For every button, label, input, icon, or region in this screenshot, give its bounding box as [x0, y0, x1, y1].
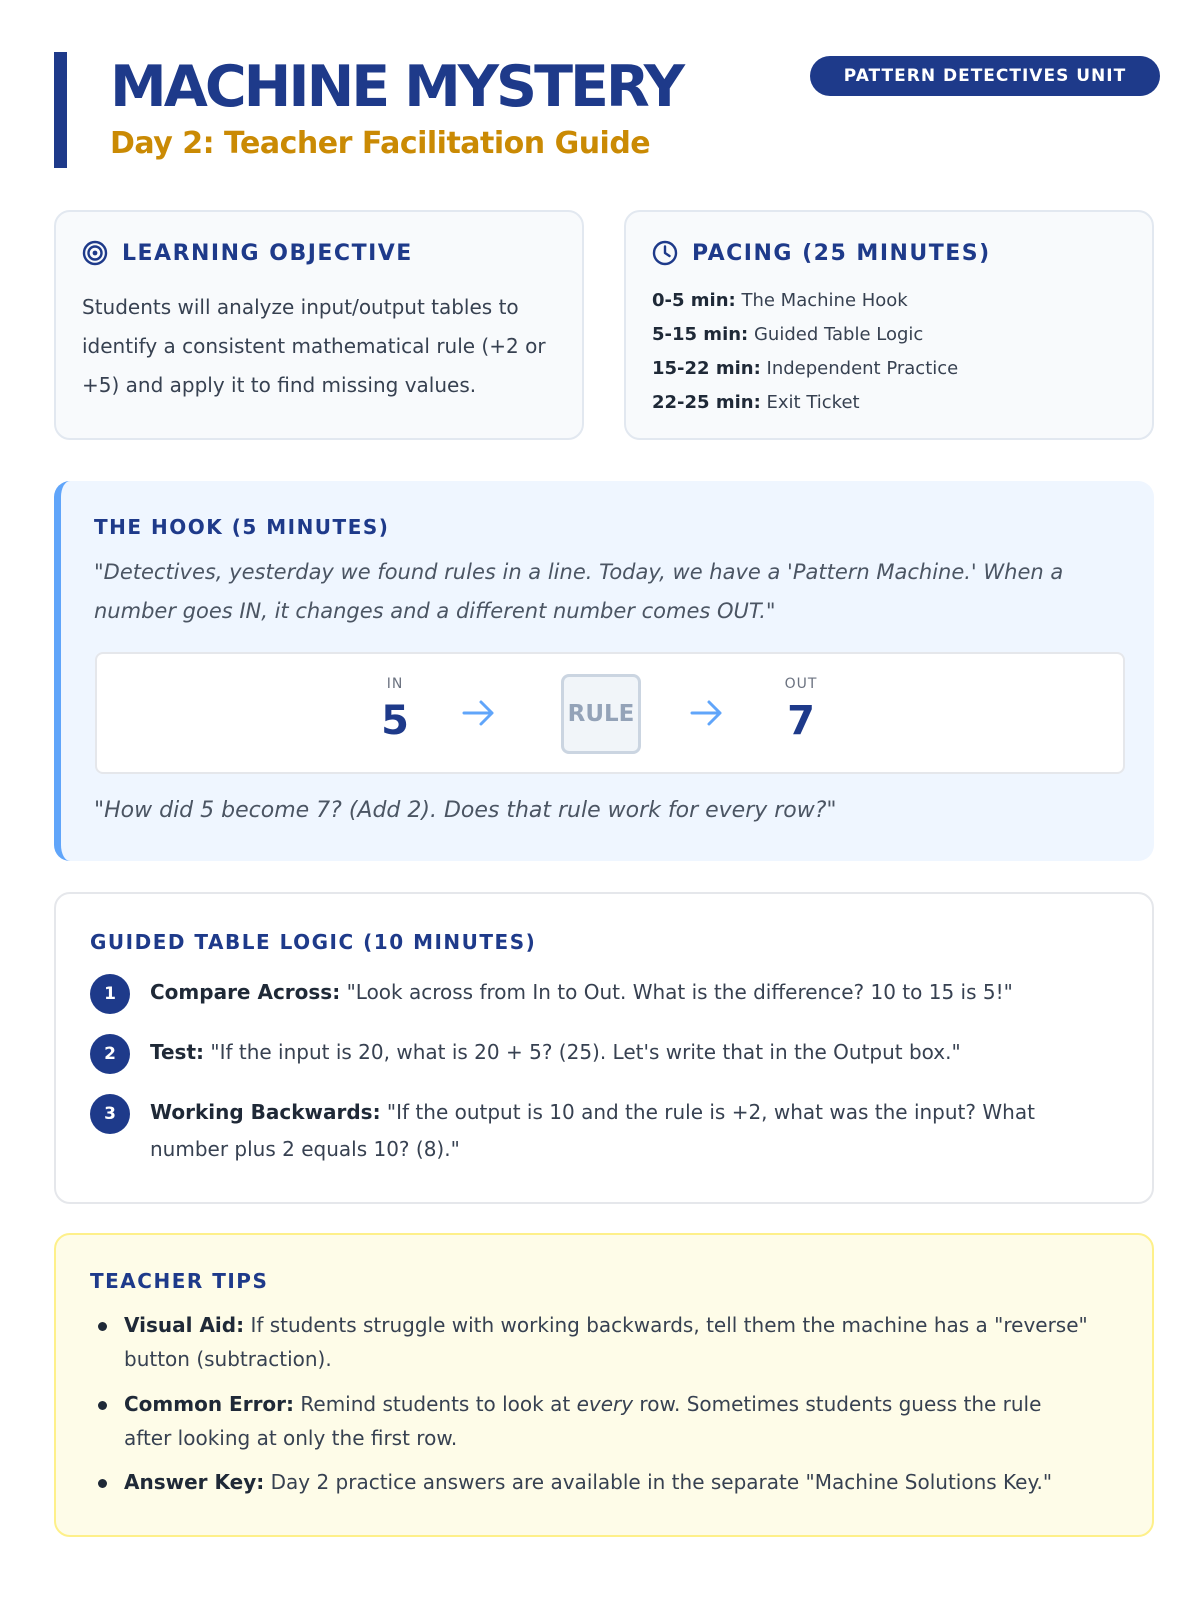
page-subtitle: Day 2: Teacher Facilitation Guide: [110, 126, 651, 161]
pacing-time: 15-22 min:: [652, 358, 761, 379]
step-text: [150, 974, 1065, 1011]
step-text: [150, 1034, 1065, 1071]
bullet-icon: [98, 1401, 107, 1410]
step-number: 1: [90, 974, 130, 1014]
pacing-time: 22-25 min:: [652, 392, 761, 413]
header: [54, 52, 1154, 168]
step-body: "If the output is 10 and the rule is +2, what was the input? What number plus 2 equals 10? (8).": [150, 1100, 1035, 1161]
machine-out-value: 7: [787, 698, 815, 744]
pacing-list: [652, 284, 1132, 420]
arrow-right-icon: [689, 698, 725, 728]
pacing-item: [652, 284, 1132, 318]
tip-body: row. Sometimes students guess the rule after looking at only the first row.: [124, 1392, 1042, 1450]
pacing-time: 5-15 min:: [652, 324, 749, 345]
pacing-item: [652, 352, 1132, 386]
pacing-activity: The Machine Hook: [741, 290, 908, 311]
pacing-activity: Independent Practice: [766, 358, 959, 379]
step-label: Working Backwards:: [150, 1100, 381, 1124]
arrow-right-icon: [461, 698, 497, 728]
tip-label: Visual Aid:: [124, 1313, 245, 1337]
machine-in-label: IN: [386, 676, 404, 692]
pacing-activity: Guided Table Logic: [753, 324, 924, 345]
target-icon: [82, 240, 108, 266]
objective-card: [54, 210, 584, 440]
tip-text: [124, 1387, 1094, 1455]
tip-body: Remind students to look at: [294, 1392, 577, 1416]
pacing-item: [652, 318, 1132, 352]
guided-logic-card: [54, 892, 1154, 1204]
pacing-title: PACING (25 MINUTES): [692, 240, 991, 266]
objective-header: [82, 240, 413, 266]
tip-body: Day 2 practice answers are available in the separate "Machine Solutions Key.": [264, 1470, 1053, 1494]
tip-label: Answer Key:: [124, 1470, 265, 1494]
pacing-item: [652, 386, 1132, 420]
pattern-machine: [95, 652, 1125, 774]
objective-text: Students will analyze input/output tables to identify a consistent mathematical rule (+2 or +5) and apply it to find missing values.: [82, 295, 546, 397]
step-body: "Look across from In to Out. What is the difference? 10 to 15 is 5!": [340, 980, 1013, 1004]
machine-rule-box: RULE: [561, 674, 641, 754]
pacing-time: 0-5 min:: [652, 290, 736, 311]
step-body: "If the input is 20, what is 20 + 5? (25). Let's write that in the Output box.": [204, 1040, 961, 1064]
machine-in-value: 5: [381, 698, 409, 744]
objective-title: LEARNING OBJECTIVE: [122, 240, 413, 266]
machine-out-label: OUT: [784, 676, 818, 692]
hook-title: THE HOOK (5 MINUTES): [94, 515, 390, 539]
hook-card: [54, 481, 1154, 861]
step-number: 3: [90, 1094, 130, 1134]
tip-label: Common Error:: [124, 1392, 295, 1416]
teacher-tips-card: [54, 1233, 1154, 1537]
tip-body: If students struggle with working backwards, tell them the machine has a "reverse" button (subtraction).: [124, 1313, 1088, 1371]
tip-text: [124, 1465, 1094, 1499]
pacing-card: [624, 210, 1154, 440]
tip-text: [124, 1308, 1094, 1376]
step-label: Compare Across:: [150, 980, 341, 1004]
step-text: [150, 1094, 1065, 1168]
hook-quote: "Detectives, yesterday we found rules in a line. Today, we have a 'Pattern Machine.' When a number goes IN, it changes and a different number comes OUT.": [94, 560, 1064, 623]
bullet-icon: [98, 1322, 107, 1331]
header-accent-bar: [54, 52, 67, 168]
guided-title: GUIDED TABLE LOGIC (10 MINUTES): [90, 930, 537, 954]
page-title: MACHINE MYSTERY: [110, 54, 682, 120]
bullet-icon: [98, 1479, 107, 1488]
step-number: 2: [90, 1034, 130, 1074]
pacing-activity: Exit Ticket: [766, 392, 860, 413]
hook-question: "How did 5 become 7? (Add 2). Does that rule work for every row?": [94, 798, 837, 823]
unit-badge: PATTERN DETECTIVES UNIT: [810, 56, 1160, 96]
clock-icon: [652, 240, 678, 266]
pacing-header: [652, 240, 991, 266]
tip-emphasis: every: [576, 1392, 634, 1416]
step-label: Test:: [150, 1040, 205, 1064]
tips-title: TEACHER TIPS: [90, 1269, 269, 1293]
